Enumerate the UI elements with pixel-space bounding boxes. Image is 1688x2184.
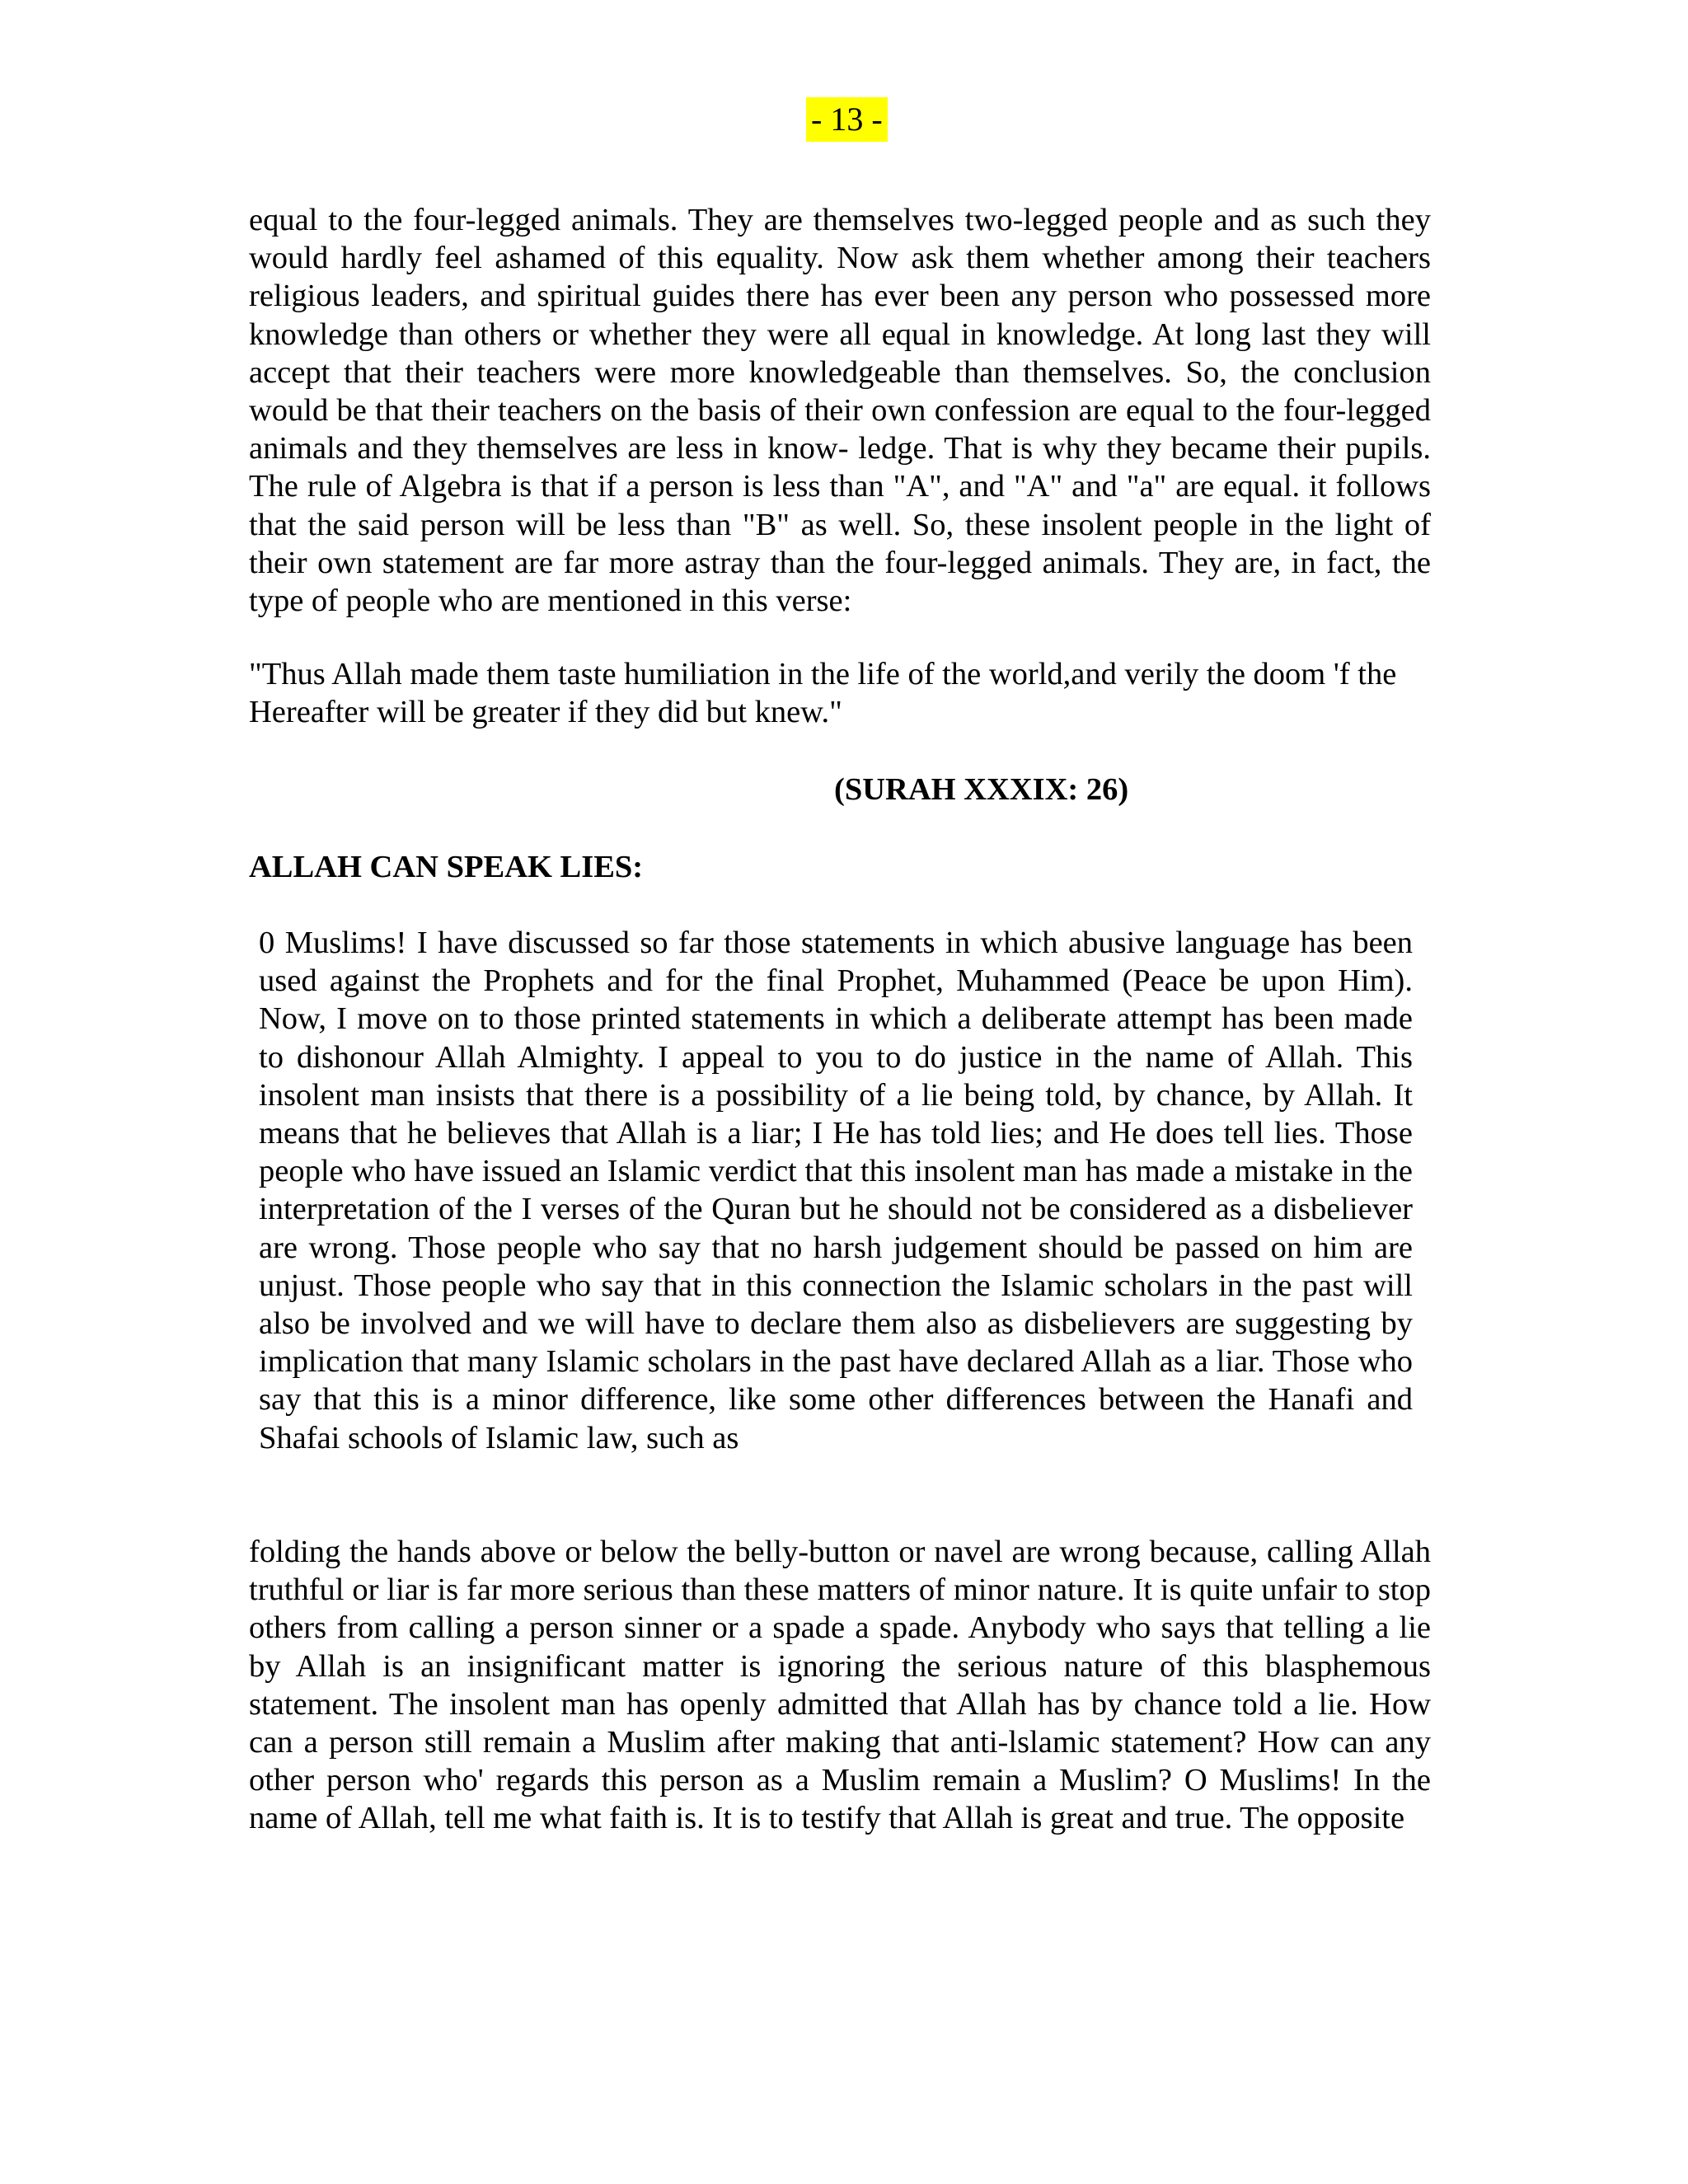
quote-reference: (SURAH XXXIX: 26) — [834, 772, 1129, 807]
paragraph-1: equal to the four-legged animals. They are themselves two-legged people and as such they would hardly feel ashamed of this equality. Now ask them whether among their teachers religious leaders, and spiritual guides there has ever been any person who possessed more knowledge than others or whether they were all equal in knowledge. At long last they will accept that their teachers were more knowledgeable than themselves. So, the conclusion would be that their teachers on the basis of their own confession are equal to the four-legged animals and they themselves are less in know- ledge. That is why they became their pupils. The rule of Algebra is that if a person is less than "A", and "A" and "a" are equal. it follows that the said person will be less than "B" as well. So, these insolent people in the light of their own statement are far more astray than the four-legged animals. They are, in fact, the type of people who are mentioned in this verse: — [249, 203, 1431, 619]
page-number: - 13 - — [806, 97, 888, 142]
section-heading: ALLAH CAN SPEAK LIES: — [249, 850, 644, 884]
paragraph-2: 0 Muslims! I have discussed so far those statements in which abusive language has been used against the Prophets and for the final Prophet, Muhammed (Peace be upon Him). Now, I move on to those printed statements in which a deliberate attempt has been made to dishonour Allah Almighty. I appeal to you to do justice in the name of Allah. This insolent man insists that there is a possibility of a lie being told, by chance, by Allah. It means that he believes that Allah is a liar; I He has told lies; and He does tell lies. Those people who have issued an Islamic verdict that this insolent man has made a mistake in the interpretation of the I verses of the Quran but he should not be considered as a disbeliever are wrong. Those people who say that no harsh judgement should be passed on him are unjust. Those people who say that in this connection the Islamic scholars in the past will also be involved and we will have to declare them also as disbelievers are suggesting by implication that many Islamic scholars in the past have declared Allah as a liar. Those who say that this is a minor difference, like some other differences between the Hanafi and Shafai schools of Islamic law, such as — [259, 926, 1413, 1455]
paragraph-3: folding the hands above or below the belly-button or navel are wrong because, calling Allah truthful or liar is far more serious than these matters of minor nature. It is quite unfair to stop others from calling a person sinner or a spade a spade. Anybody who says that telling a lie by Allah is an insignificant matter is ignoring the serious nature of this blasphemous statement. The insolent man has openly admitted that Allah has by chance told a lie. How can a person still remain a Muslim after making that anti-lslamic statement? How can any other person who' regards this person as a Muslim remain a Muslim? O Muslims! In the name of Allah, tell me what faith is. It is to testify that Allah is great and true. The opposite — [249, 1535, 1431, 1836]
quran-quote: "Thus Allah made them taste humiliation in the life of the world,and verily the doom 'f the Hereafter will be greater if they did but knew." — [249, 657, 1397, 730]
